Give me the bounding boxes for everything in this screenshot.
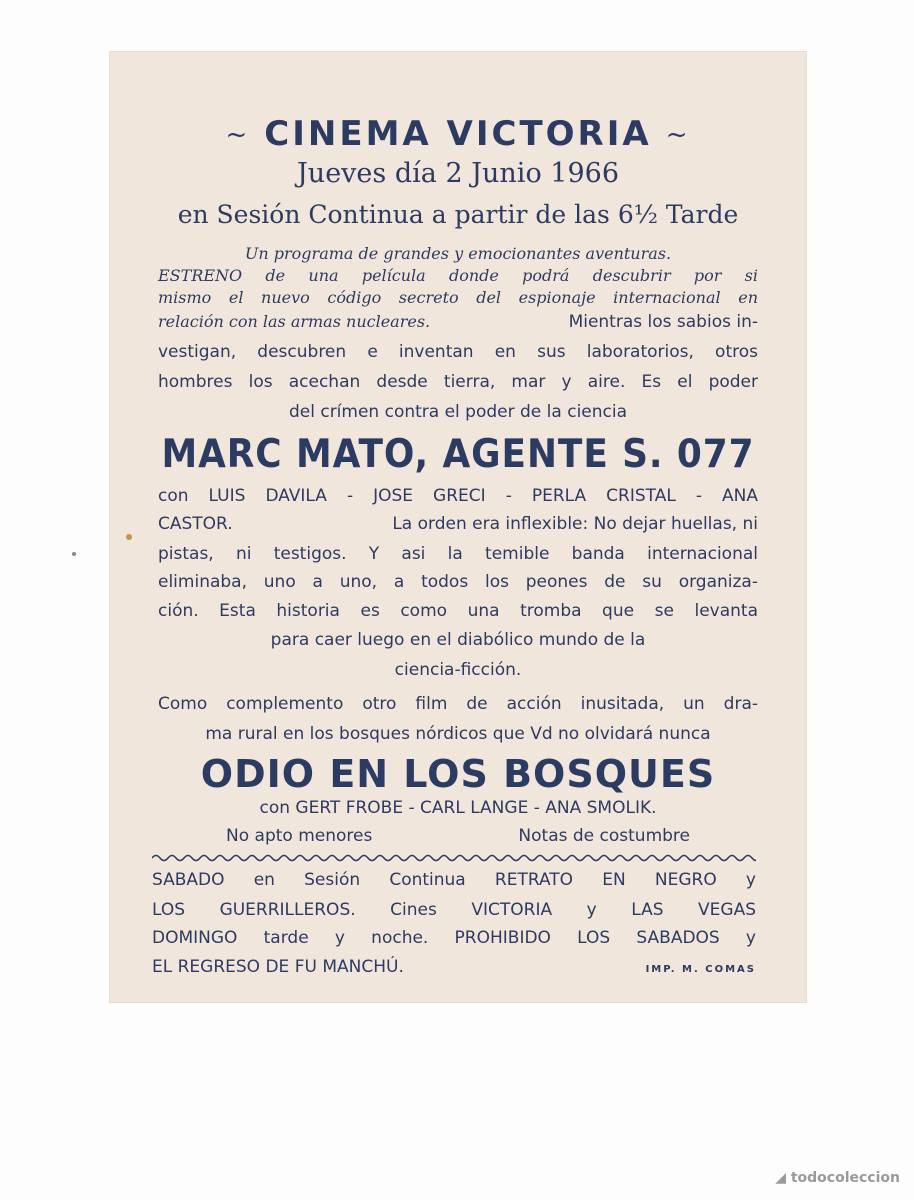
feature-title: MARC MATO, AGENTE S. 077 xyxy=(161,432,755,477)
cast-line: con LUIS DAVILA - JOSE GRECI - PERLA CRISTAL - ANA xyxy=(158,486,758,506)
cast-line xyxy=(158,514,758,534)
scan-speck xyxy=(72,552,76,556)
paper-stain xyxy=(126,534,132,540)
synopsis-line: pistas, ni testigos. Y asi la temible banda internacional xyxy=(158,544,758,564)
complement-line: ma rural en los bosques nórdicos que Vd no olvidará nunca xyxy=(205,724,711,744)
synopsis-text: Mientras los sabios in- xyxy=(568,312,758,332)
category-note: Notas de costumbre xyxy=(518,826,690,846)
footer-line xyxy=(152,957,756,977)
right-swirl-ornament: ~ xyxy=(665,120,691,150)
intro-line: Un programa de grandes y emocionantes aventuras. xyxy=(244,244,672,263)
intro-text: relación con las armas nucleares. xyxy=(158,312,431,331)
wavy-divider xyxy=(152,852,756,864)
synopsis-text: La orden era inflexible: No dejar huellas, ni xyxy=(392,514,758,534)
printer-credit: IMP. M. COMAS xyxy=(645,964,756,975)
synopsis-line: ciencia-ficción. xyxy=(394,660,522,680)
footer-line: SABADO en Sesión Continua RETRATO EN NEGRO y xyxy=(152,870,756,890)
wavy-divider-line xyxy=(152,856,756,861)
cinema-title xyxy=(110,114,806,154)
second-feature-cast: con GERT FROBE - CARL LANGE - ANA SMOLIK. xyxy=(259,798,657,818)
synopsis-line: vestigan, descubren e inventan en sus laboratorios, otros xyxy=(158,342,758,362)
watermark-text: todocoleccion xyxy=(790,1170,900,1186)
complement-line: Como complemento otro film de acción inusitada, un dra- xyxy=(158,694,758,714)
footer-line: DOMINGO tarde y noche. PROHIBIDO LOS SABADOS y xyxy=(152,928,756,948)
watermark-logo xyxy=(775,1170,900,1186)
synopsis-line: para caer luego en el diabólico mundo de la xyxy=(270,630,646,650)
cast-text: CASTOR. xyxy=(158,514,233,534)
synopsis-line: del crímen contra el poder de la ciencia xyxy=(288,402,628,422)
synopsis-line: ción. Esta historia es como una tromba que se levanta xyxy=(158,601,758,621)
age-rating: No apto menores xyxy=(226,826,373,846)
footer-line: LOS GUERRILLEROS. Cines VICTORIA y LAS VEGAS xyxy=(152,900,756,920)
left-swirl-ornament: ~ xyxy=(225,120,251,150)
show-date: Jueves día 2 Junio 1966 xyxy=(296,158,619,189)
second-feature-title: ODIO EN LOS BOSQUES xyxy=(200,752,716,796)
intro-line: ESTRENO de una película donde podrá descubrir por si xyxy=(158,266,758,285)
rating-row xyxy=(226,826,690,846)
cinema-flyer xyxy=(110,52,806,1002)
watermark-icon: ◢ xyxy=(775,1170,791,1186)
session-time: en Sesión Continua a partir de las 6½ Tarde xyxy=(177,200,739,229)
synopsis-line: eliminaba, uno a uno, a todos los peones de su organiza- xyxy=(158,572,758,592)
synopsis-line: hombres los acechan desde tierra, mar y aire. Es el poder xyxy=(158,372,758,392)
cinema-name: CINEMA VICTORIA xyxy=(264,114,652,154)
intro-line xyxy=(158,312,758,332)
intro-line: mismo el nuevo código secreto del espionaje internacional en xyxy=(158,288,758,307)
footer-text: EL REGRESO DE FU MANCHÚ. xyxy=(152,957,404,977)
